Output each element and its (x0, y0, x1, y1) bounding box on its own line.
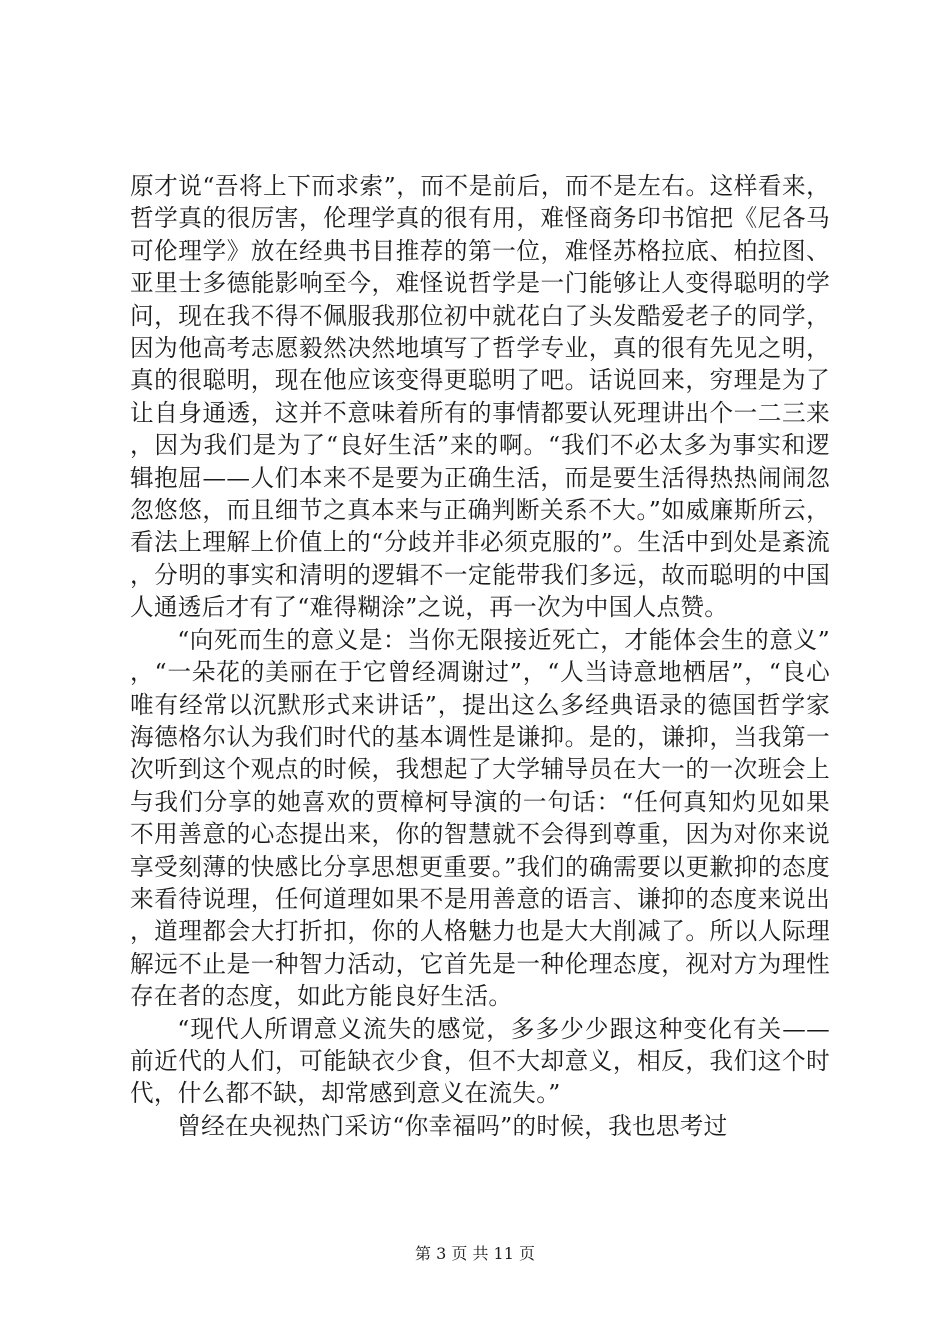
paragraph-4: 曾经在央视热门采访“你幸福吗”的时候，我也思考过 (177, 1111, 728, 1140)
paragraph-1: 原才说“吾将上下而求索”，而不是前后，而不是左右。这样看来，哲学真的很厉害，伦理学真的很有用，难怪商务印书馆把《尼各马可伦理学》放在经典书目推荐的第一位，难怪苏格拉底、柏拉图、亚里士多德能影响至今，难怪说哲学是一门能够让人变得聪明的学问，现在我不得不佩服我那位初中就花白了头发酷爱老子的同学，因为他高考志愿毅然决然地填写了哲学专业，真的很有先见之明，真的很聪明，现在他应该变得更聪明了吧。话说回来，穷理是为了让自身通透，这并不意味着所有的事情都要认死理讲出个一二三来，因为我们是为了“良好生活”来的啊。“我们不必太多为事实和逻辑抱屈——人们本来不是要为正确生活，而是要生活得热热闹闹忽忽悠悠，而且细节之真本来与正确判断关系不大。”如威廉斯所云，看法上理解上价值上的“分歧并非必须克服的”。生活中到处是紊流，分明的事实和清明的逻辑不一定能带我们多远，故而聪明的中国人通透后才有了“难得糊涂”之说，再一次为中国人点赞。 (130, 172, 830, 622)
page-number-footer: 第 3 页 共 11 页 (415, 1244, 535, 1263)
paragraph-2: “向死而生的意义是：当你无限接近死亡，才能体会生的意义”，“一朵花的美丽在于它曾经凋谢过”，“人当诗意地栖居”，“良心唯有经常以沉默形式来讲话”，提出这么多经典语录的德国哲学家海德格尔认为我们时代的基本调性是谦抑。是的，谦抑，当我第一次听到这个观点的时候，我想起了大学辅导员在大一的一次班会上与我们分享的她喜欢的贾樟柯导演的一句话：“任何真知灼见如果不用善意的心态提出来，你的智慧就不会得到尊重，因为对你来说享受刻薄的快感比分享思想更重要。”我们的确需要以更歉抑的态度来看待说理，任何道理如果不是用善意的语言、谦抑的态度来说出，道理都会大打折扣，你的人格魅力也是大大削减了。所以人际理解远不止是一种智力活动，它首先是一种伦理态度，视对方为理性存在者的态度，如此方能良好生活。 (130, 625, 830, 1011)
paragraph-3: “现代人所谓意义流失的感觉，多多少少跟这种变化有关——前近代的人们，可能缺衣少食，但不大却意义，相反，我们这个时代，什么都不缺，却常感到意义在流失。” (130, 1014, 830, 1108)
document-body (130, 170, 830, 1142)
